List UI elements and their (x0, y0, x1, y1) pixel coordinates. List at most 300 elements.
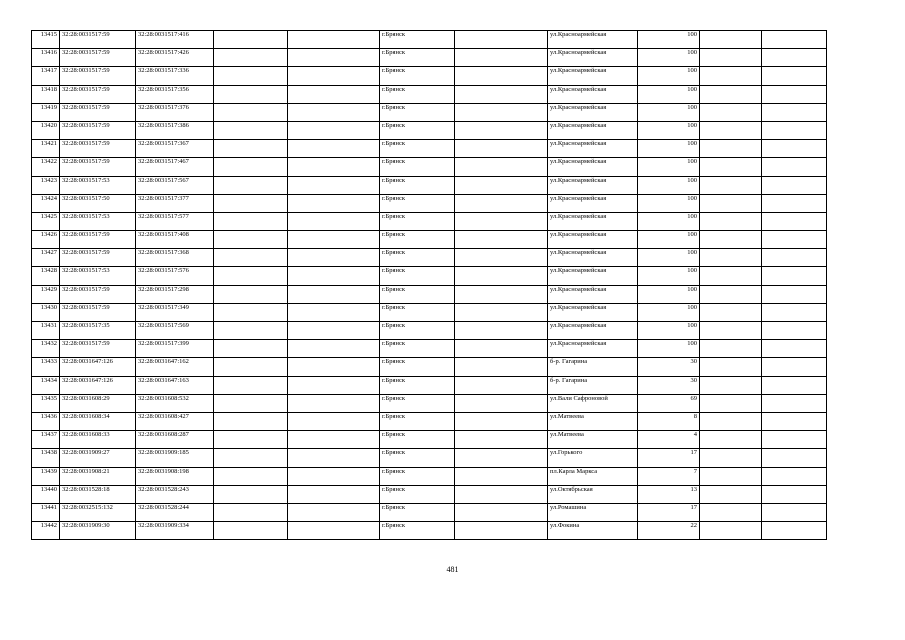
area-cell: 100 (638, 267, 700, 285)
row-number-cell: 13436 (32, 412, 60, 430)
city-cell: г.Брянск (380, 31, 455, 49)
row-number-cell: 13441 (32, 503, 60, 521)
street-cell: ул.Красноармейская (548, 176, 638, 194)
empty-cell (700, 394, 762, 412)
empty-cell (762, 231, 827, 249)
empty-cell (288, 249, 380, 267)
street-cell: ул.Красноармейская (548, 140, 638, 158)
city-cell: г.Брянск (380, 49, 455, 67)
empty-cell (455, 394, 548, 412)
street-cell: ул.Красноармейская (548, 267, 638, 285)
city-cell: г.Брянск (380, 285, 455, 303)
empty-cell (762, 49, 827, 67)
street-cell: ул.Красноармейская (548, 212, 638, 230)
parent-cadastral-cell: 32:28:0031517:59 (60, 103, 136, 121)
empty-cell (455, 194, 548, 212)
parent-cadastral-cell: 32:28:0031517:59 (60, 67, 136, 85)
city-cell: г.Брянск (380, 358, 455, 376)
empty-cell (455, 485, 548, 503)
row-number-cell: 13422 (32, 158, 60, 176)
street-cell: ул.Матвеева (548, 412, 638, 430)
empty-cell (288, 140, 380, 158)
parent-cadastral-cell: 32:28:0031517:59 (60, 140, 136, 158)
table-row (32, 212, 827, 230)
empty-cell (455, 212, 548, 230)
row-number-cell: 13423 (32, 176, 60, 194)
street-cell: ул.Фокина (548, 522, 638, 540)
empty-cell (455, 322, 548, 340)
empty-cell (762, 522, 827, 540)
city-cell: г.Брянск (380, 485, 455, 503)
street-cell: ул.Красноармейская (548, 31, 638, 49)
row-number-cell: 13433 (32, 358, 60, 376)
street-cell: ул.Горького (548, 449, 638, 467)
empty-cell (700, 412, 762, 430)
row-number-cell: 13415 (32, 31, 60, 49)
row-number-cell: 13432 (32, 340, 60, 358)
area-cell: 100 (638, 303, 700, 321)
empty-cell (762, 103, 827, 121)
street-cell: б-р. Гагарина (548, 376, 638, 394)
empty-cell (214, 31, 288, 49)
empty-cell (455, 503, 548, 521)
cadastral-number-cell: 32:28:0031517:298 (136, 285, 214, 303)
area-cell: 69 (638, 394, 700, 412)
table-row (32, 194, 827, 212)
street-cell: ул.Красноармейская (548, 67, 638, 85)
empty-cell (762, 394, 827, 412)
empty-cell (455, 140, 548, 158)
cadastral-number-cell: 32:28:0031647:162 (136, 358, 214, 376)
area-cell: 100 (638, 67, 700, 85)
empty-cell (700, 103, 762, 121)
empty-cell (214, 358, 288, 376)
table-row (32, 485, 827, 503)
parent-cadastral-cell: 32:28:0031517:53 (60, 212, 136, 230)
empty-cell (700, 267, 762, 285)
empty-cell (762, 267, 827, 285)
empty-cell (288, 49, 380, 67)
city-cell: г.Брянск (380, 194, 455, 212)
empty-cell (700, 376, 762, 394)
empty-cell (762, 85, 827, 103)
table-row (32, 467, 827, 485)
empty-cell (762, 194, 827, 212)
city-cell: г.Брянск (380, 467, 455, 485)
city-cell: г.Брянск (380, 212, 455, 230)
area-cell: 100 (638, 340, 700, 358)
table-row (32, 303, 827, 321)
area-cell: 100 (638, 158, 700, 176)
empty-cell (288, 394, 380, 412)
table-row (32, 285, 827, 303)
row-number-cell: 13420 (32, 121, 60, 139)
empty-cell (214, 322, 288, 340)
empty-cell (455, 358, 548, 376)
city-cell: г.Брянск (380, 394, 455, 412)
area-cell: 22 (638, 522, 700, 540)
cadastral-number-cell: 32:28:0031517:569 (136, 322, 214, 340)
area-cell: 100 (638, 121, 700, 139)
street-cell: ул.Красноармейская (548, 85, 638, 103)
area-cell: 8 (638, 412, 700, 430)
empty-cell (700, 140, 762, 158)
empty-cell (762, 322, 827, 340)
empty-cell (700, 176, 762, 194)
parent-cadastral-cell: 32:28:0031608:29 (60, 394, 136, 412)
empty-cell (455, 121, 548, 139)
street-cell: ул.Красноармейская (548, 103, 638, 121)
area-cell: 100 (638, 322, 700, 340)
table-row (32, 231, 827, 249)
empty-cell (700, 212, 762, 230)
empty-cell (288, 376, 380, 394)
empty-cell (762, 176, 827, 194)
cadastral-number-cell: 32:28:0031517:416 (136, 31, 214, 49)
empty-cell (288, 31, 380, 49)
area-cell: 100 (638, 49, 700, 67)
area-cell: 100 (638, 103, 700, 121)
table-row (32, 358, 827, 376)
empty-cell (214, 340, 288, 358)
cadastral-number-cell: 32:28:0031909:185 (136, 449, 214, 467)
empty-cell (455, 340, 548, 358)
area-cell: 30 (638, 358, 700, 376)
area-cell: 30 (638, 376, 700, 394)
empty-cell (700, 49, 762, 67)
cadastral-number-cell: 32:28:0031517:336 (136, 67, 214, 85)
empty-cell (762, 121, 827, 139)
empty-cell (762, 449, 827, 467)
empty-cell (288, 85, 380, 103)
empty-cell (288, 267, 380, 285)
empty-cell (288, 412, 380, 430)
table-row (32, 340, 827, 358)
empty-cell (762, 249, 827, 267)
empty-cell (455, 376, 548, 394)
table-row (32, 412, 827, 430)
empty-cell (762, 285, 827, 303)
city-cell: г.Брянск (380, 176, 455, 194)
empty-cell (700, 249, 762, 267)
street-cell: ул.Вали Сафроновой (548, 394, 638, 412)
empty-cell (288, 340, 380, 358)
row-number-cell: 13425 (32, 212, 60, 230)
street-cell: ул.Красноармейская (548, 158, 638, 176)
empty-cell (700, 449, 762, 467)
cadastral-number-cell: 32:28:0031909:334 (136, 522, 214, 540)
parent-cadastral-cell: 32:28:0031517:59 (60, 285, 136, 303)
street-cell: б-р. Гагарина (548, 358, 638, 376)
empty-cell (762, 485, 827, 503)
cadastral-number-cell: 32:28:0031517:426 (136, 49, 214, 67)
empty-cell (455, 31, 548, 49)
row-number-cell: 13418 (32, 85, 60, 103)
parent-cadastral-cell: 32:28:0031608:34 (60, 412, 136, 430)
empty-cell (762, 431, 827, 449)
empty-cell (288, 503, 380, 521)
cadastral-number-cell: 32:28:0031517:576 (136, 267, 214, 285)
street-cell: ул.Ромашина (548, 503, 638, 521)
empty-cell (762, 358, 827, 376)
area-cell: 100 (638, 249, 700, 267)
street-cell: ул.Красноармейская (548, 322, 638, 340)
empty-cell (700, 322, 762, 340)
table-row (32, 431, 827, 449)
empty-cell (455, 67, 548, 85)
row-number-cell: 13430 (32, 303, 60, 321)
empty-cell (214, 467, 288, 485)
street-cell: ул.Красноармейская (548, 49, 638, 67)
row-number-cell: 13428 (32, 267, 60, 285)
cadastral-number-cell: 32:28:0031908:198 (136, 467, 214, 485)
parent-cadastral-cell: 32:28:0031647:126 (60, 376, 136, 394)
cadastral-number-cell: 32:28:0031528:243 (136, 485, 214, 503)
empty-cell (214, 121, 288, 139)
parent-cadastral-cell: 32:28:0031908:21 (60, 467, 136, 485)
table-row (32, 121, 827, 139)
parent-cadastral-cell: 32:28:0031517:59 (60, 303, 136, 321)
city-cell: г.Брянск (380, 503, 455, 521)
empty-cell (455, 522, 548, 540)
area-cell: 100 (638, 176, 700, 194)
city-cell: г.Брянск (380, 376, 455, 394)
empty-cell (455, 431, 548, 449)
empty-cell (214, 485, 288, 503)
area-cell: 100 (638, 85, 700, 103)
city-cell: г.Брянск (380, 412, 455, 430)
cadastral-number-cell: 32:28:0031517:467 (136, 158, 214, 176)
street-cell: ул.Красноармейская (548, 121, 638, 139)
empty-cell (700, 340, 762, 358)
area-cell: 17 (638, 449, 700, 467)
empty-cell (288, 158, 380, 176)
cadastral-number-cell: 32:28:0031517:386 (136, 121, 214, 139)
empty-cell (700, 85, 762, 103)
empty-cell (700, 158, 762, 176)
street-cell: ул.Красноармейская (548, 194, 638, 212)
row-number-cell: 13416 (32, 49, 60, 67)
empty-cell (455, 449, 548, 467)
cadastral-number-cell: 32:28:0031608:287 (136, 431, 214, 449)
cadastral-number-cell: 32:28:0031608:532 (136, 394, 214, 412)
city-cell: г.Брянск (380, 303, 455, 321)
table-row (32, 522, 827, 540)
cadastral-number-cell: 32:28:0031517:408 (136, 231, 214, 249)
empty-cell (288, 231, 380, 249)
empty-cell (700, 194, 762, 212)
city-cell: г.Брянск (380, 231, 455, 249)
page-number: 481 (446, 565, 459, 574)
empty-cell (455, 103, 548, 121)
parent-cadastral-cell: 32:28:0032515:132 (60, 503, 136, 521)
street-cell: ул.Красноармейская (548, 231, 638, 249)
empty-cell (214, 303, 288, 321)
registry-rows (32, 31, 827, 540)
cadastral-number-cell: 32:28:0031517:367 (136, 140, 214, 158)
parent-cadastral-cell: 32:28:0031517:59 (60, 121, 136, 139)
empty-cell (214, 176, 288, 194)
parent-cadastral-cell: 32:28:0031517:35 (60, 322, 136, 340)
table-row (32, 49, 827, 67)
empty-cell (455, 158, 548, 176)
empty-cell (288, 449, 380, 467)
empty-cell (214, 376, 288, 394)
empty-cell (214, 522, 288, 540)
empty-cell (214, 231, 288, 249)
table-row (32, 503, 827, 521)
empty-cell (214, 431, 288, 449)
row-number-cell: 13424 (32, 194, 60, 212)
empty-cell (455, 412, 548, 430)
empty-cell (700, 503, 762, 521)
area-cell: 100 (638, 194, 700, 212)
area-cell: 17 (638, 503, 700, 521)
empty-cell (700, 285, 762, 303)
city-cell: г.Брянск (380, 121, 455, 139)
cadastral-number-cell: 32:28:0031517:376 (136, 103, 214, 121)
registry-table (31, 30, 827, 540)
table-row (32, 176, 827, 194)
empty-cell (700, 231, 762, 249)
row-number-cell: 13426 (32, 231, 60, 249)
empty-cell (762, 67, 827, 85)
empty-cell (214, 249, 288, 267)
cadastral-number-cell: 32:28:0031517:368 (136, 249, 214, 267)
parent-cadastral-cell: 32:28:0031517:59 (60, 85, 136, 103)
empty-cell (214, 85, 288, 103)
empty-cell (762, 376, 827, 394)
cadastral-number-cell: 32:28:0031647:163 (136, 376, 214, 394)
parent-cadastral-cell: 32:28:0031517:59 (60, 249, 136, 267)
empty-cell (762, 158, 827, 176)
row-number-cell: 13439 (32, 467, 60, 485)
empty-cell (288, 358, 380, 376)
empty-cell (700, 31, 762, 49)
city-cell: г.Брянск (380, 103, 455, 121)
area-cell: 100 (638, 231, 700, 249)
cadastral-number-cell: 32:28:0031517:377 (136, 194, 214, 212)
empty-cell (455, 285, 548, 303)
street-cell: ул.Красноармейская (548, 340, 638, 358)
cadastral-number-cell: 32:28:0031517:349 (136, 303, 214, 321)
cadastral-number-cell: 32:28:0031517:399 (136, 340, 214, 358)
parent-cadastral-cell: 32:28:0031608:33 (60, 431, 136, 449)
city-cell: г.Брянск (380, 158, 455, 176)
cadastral-number-cell: 32:28:0031517:567 (136, 176, 214, 194)
empty-cell (214, 412, 288, 430)
empty-cell (214, 103, 288, 121)
row-number-cell: 13440 (32, 485, 60, 503)
street-cell: ул.Красноармейская (548, 303, 638, 321)
cadastral-number-cell: 32:28:0031528:244 (136, 503, 214, 521)
table-row (32, 158, 827, 176)
empty-cell (700, 67, 762, 85)
empty-cell (214, 158, 288, 176)
empty-cell (214, 212, 288, 230)
parent-cadastral-cell: 32:28:0031517:59 (60, 49, 136, 67)
cadastral-number-cell: 32:28:0031608:427 (136, 412, 214, 430)
area-cell: 100 (638, 212, 700, 230)
parent-cadastral-cell: 32:28:0031909:30 (60, 522, 136, 540)
street-cell: ул.Матвеева (548, 431, 638, 449)
city-cell: г.Брянск (380, 249, 455, 267)
empty-cell (288, 303, 380, 321)
area-cell: 100 (638, 140, 700, 158)
empty-cell (455, 249, 548, 267)
empty-cell (700, 431, 762, 449)
row-number-cell: 13437 (32, 431, 60, 449)
empty-cell (214, 49, 288, 67)
empty-cell (455, 176, 548, 194)
area-cell: 13 (638, 485, 700, 503)
empty-cell (214, 267, 288, 285)
table-row (32, 67, 827, 85)
row-number-cell: 13419 (32, 103, 60, 121)
empty-cell (700, 522, 762, 540)
empty-cell (762, 340, 827, 358)
table-row (32, 322, 827, 340)
city-cell: г.Брянск (380, 67, 455, 85)
empty-cell (214, 140, 288, 158)
row-number-cell: 13429 (32, 285, 60, 303)
empty-cell (214, 394, 288, 412)
row-number-cell: 13434 (32, 376, 60, 394)
empty-cell (214, 285, 288, 303)
parent-cadastral-cell: 32:28:0031517:59 (60, 158, 136, 176)
table-row (32, 31, 827, 49)
street-cell: ул.Красноармейская (548, 249, 638, 267)
parent-cadastral-cell: 32:28:0031517:59 (60, 340, 136, 358)
city-cell: г.Брянск (380, 267, 455, 285)
parent-cadastral-cell: 32:28:0031517:59 (60, 31, 136, 49)
street-cell: ул.Красноармейская (548, 285, 638, 303)
city-cell: г.Брянск (380, 340, 455, 358)
table-row (32, 249, 827, 267)
row-number-cell: 13438 (32, 449, 60, 467)
empty-cell (700, 485, 762, 503)
empty-cell (455, 49, 548, 67)
table-row (32, 267, 827, 285)
parent-cadastral-cell: 32:28:0031517:53 (60, 176, 136, 194)
empty-cell (762, 303, 827, 321)
city-cell: г.Брянск (380, 140, 455, 158)
row-number-cell: 13431 (32, 322, 60, 340)
empty-cell (288, 194, 380, 212)
empty-cell (700, 303, 762, 321)
empty-cell (288, 103, 380, 121)
empty-cell (455, 85, 548, 103)
empty-cell (700, 358, 762, 376)
row-number-cell: 13427 (32, 249, 60, 267)
empty-cell (288, 285, 380, 303)
empty-cell (214, 67, 288, 85)
empty-cell (762, 467, 827, 485)
row-number-cell: 13435 (32, 394, 60, 412)
table-row (32, 394, 827, 412)
empty-cell (455, 231, 548, 249)
parent-cadastral-cell: 32:28:0031528:18 (60, 485, 136, 503)
table-row (32, 140, 827, 158)
parent-cadastral-cell: 32:28:0031909:27 (60, 449, 136, 467)
row-number-cell: 13442 (32, 522, 60, 540)
area-cell: 100 (638, 285, 700, 303)
empty-cell (700, 467, 762, 485)
empty-cell (762, 212, 827, 230)
table-row (32, 376, 827, 394)
empty-cell (762, 31, 827, 49)
table-row (32, 449, 827, 467)
